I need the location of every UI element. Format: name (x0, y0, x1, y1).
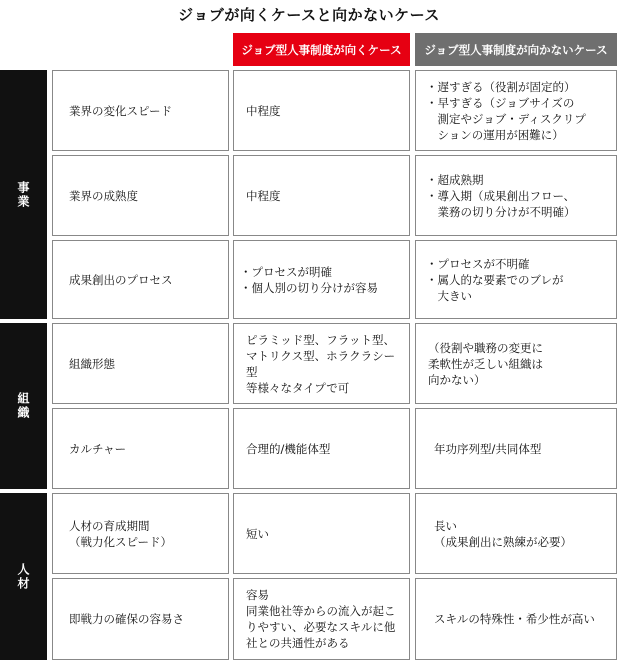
row-unfit-cell (415, 408, 617, 489)
row-item-cell (52, 240, 229, 319)
row-fit-text: 中程度 (246, 103, 281, 118)
page-title: ジョブが向くケースと向かないケース (178, 6, 440, 24)
row-fit-text: 短い (246, 526, 269, 541)
row-unfit-text: ・超成熟期 ・導入期（成果創出フロー、 業務の切り分けが不明確） (426, 172, 576, 219)
row-item-label: 組織形態 (69, 356, 115, 371)
row-item-label: 成果創出のプロセス (69, 272, 173, 287)
row-unfit-cell (415, 155, 617, 236)
row-item-label: 業界の成熟度 (69, 188, 138, 203)
row-fit-cell (233, 70, 410, 151)
row-unfit-cell (415, 240, 617, 319)
row-unfit-cell (415, 578, 617, 660)
row-item-cell (52, 323, 229, 404)
row-item-label: 業界の変化スピード (69, 103, 173, 118)
row-unfit-text: （役割や職務の変更に 柔軟性が乏しい組織は 向かない） (428, 340, 543, 387)
row-unfit-cell (415, 493, 617, 574)
category-talent: 人材 (0, 493, 47, 660)
row-unfit-cell (415, 323, 617, 404)
row-item-label: 人材の育成期間 （戦力化スピード） (69, 518, 173, 549)
row-fit-text: ・プロセスが明確 ・個人別の切り分けが容易 (240, 264, 378, 295)
row-fit-cell (233, 493, 410, 574)
row-fit-text: 中程度 (246, 188, 281, 203)
row-fit-text: ピラミッド型、フラット型、 マトリクス型、ホラクラシー型 等様々なタイプで可 (246, 332, 396, 395)
row-item-cell (52, 408, 229, 489)
row-unfit-text: 年功序列型/共同体型 (434, 441, 542, 456)
row-unfit-text: 長い （成果創出に熟練が必要） (434, 518, 572, 549)
row-fit-cell (233, 578, 410, 660)
row-unfit-text: ・遅すぎる（役割が固定的） ・早すぎる（ジョブサイズの 測定やジョブ・ディスクリプ ションの運用が困難に） (426, 79, 586, 142)
row-unfit-text: ・プロセスが不明確 ・属人的な要素でのブレが 大きい (426, 256, 564, 303)
row-fit-text: 合理的/機能体型 (246, 441, 331, 456)
category-business: 事業 (0, 70, 47, 319)
row-fit-cell (233, 323, 410, 404)
row-unfit-text: スキルの特殊性・希少性が高い (434, 612, 595, 626)
row-item-cell (52, 70, 229, 151)
row-item-cell (52, 578, 229, 660)
row-item-cell (52, 155, 229, 236)
row-fit-text: 容易 同業他社等からの流入が起こ りやすい、必要なスキルに他 社との共通性がある (246, 588, 396, 650)
row-fit-cell (233, 240, 410, 319)
row-item-label: カルチャー (69, 441, 127, 456)
header-fit-case: ジョブ型人事制度が向くケース (233, 33, 410, 66)
row-fit-cell (233, 408, 410, 489)
row-item-label: 即戦力の確保の容易さ (69, 612, 184, 626)
category-organization: 組織 (0, 323, 47, 489)
row-unfit-cell (415, 70, 617, 151)
row-fit-cell (233, 155, 410, 236)
row-item-cell (52, 493, 229, 574)
header-unfit-case: ジョブ型人事制度が向かないケース (415, 33, 617, 66)
